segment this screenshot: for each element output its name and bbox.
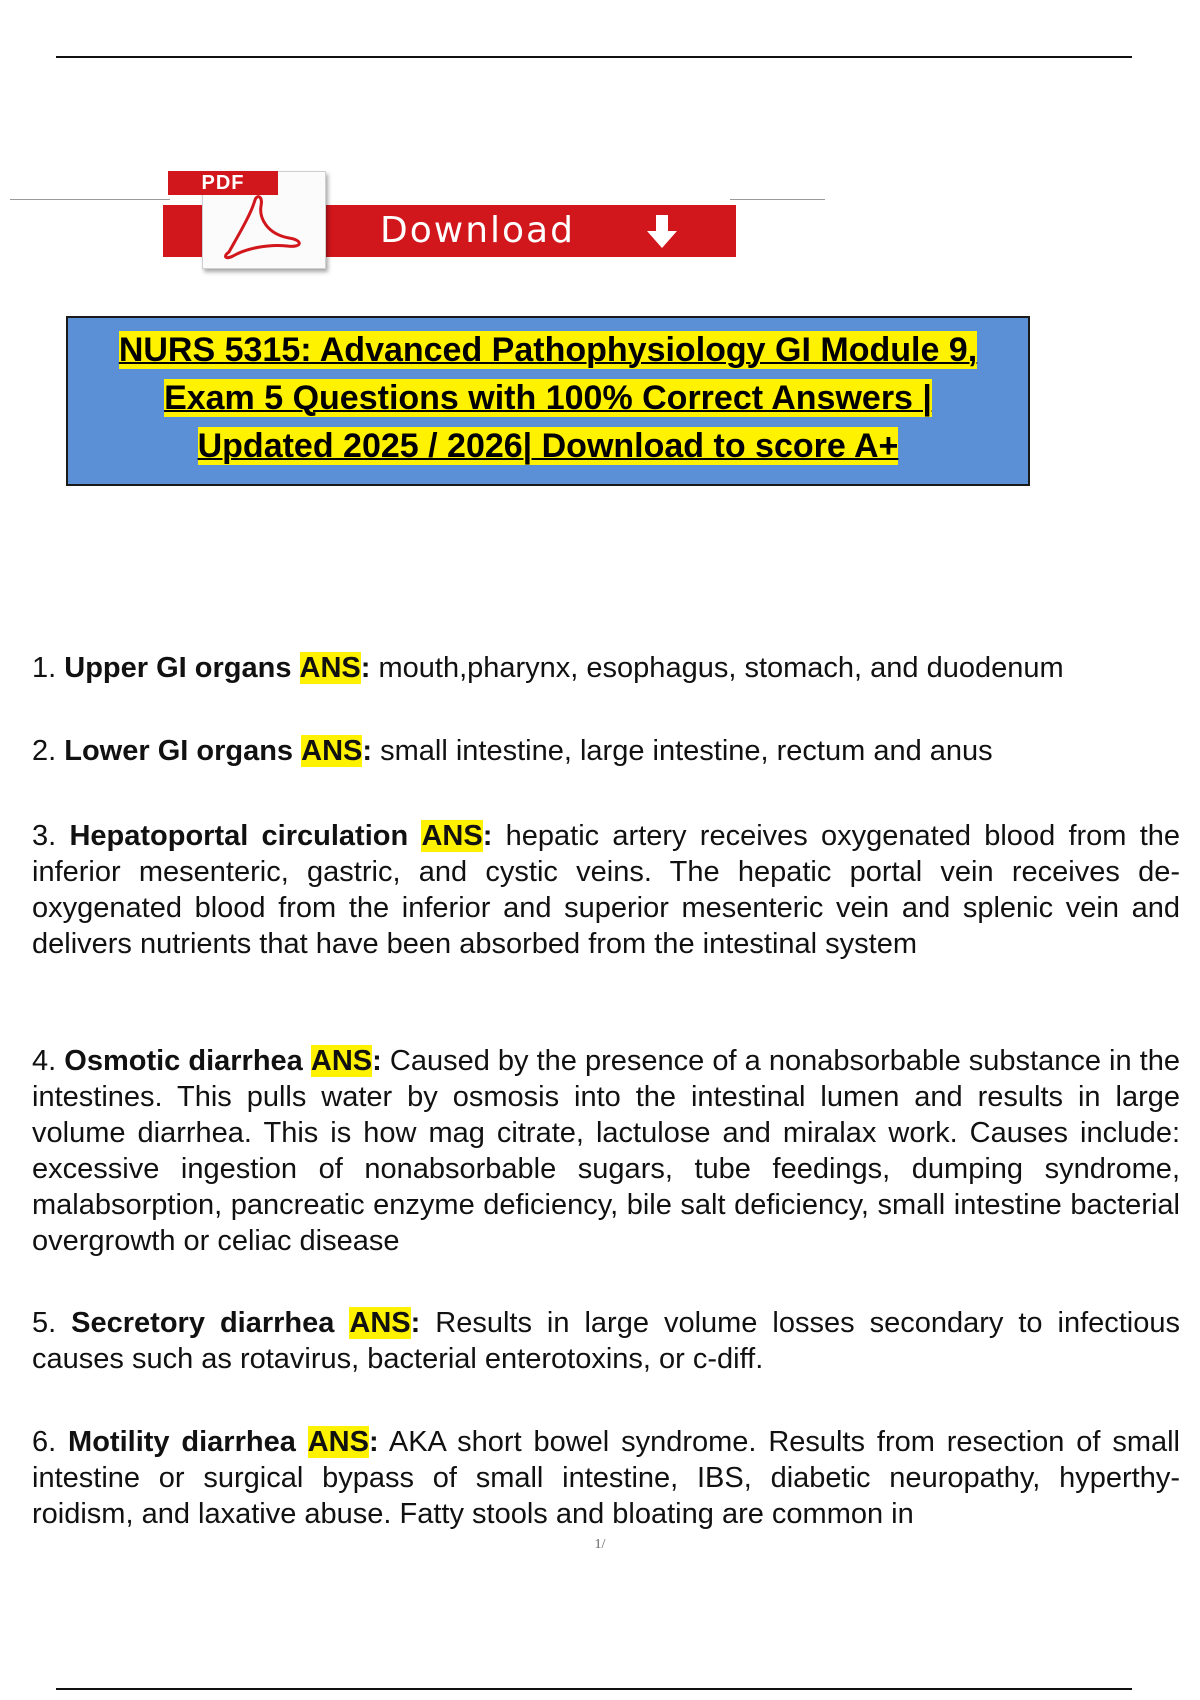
answer-text: Caused by the presence of a nonabsorbable substance in the intestines. This pulls water by osmosis into the intestinal lumen and results in large volume diarrhea. This is how mag citrate, lactulose and miralax work. Causes include: excessive ingestion of nonabsorbable sugars, tube feedings, dumping syndrome, malabsorption, pancreatic enzyme deficiency, bile salt deficiency, small intestine bacterial overgrowth or celiac disease xyxy=(32,1045,1180,1257)
question-item-2: 2. Lower GI organs ANS: small intestine, large intestine, rectum and anus xyxy=(32,735,993,767)
bottom-rule xyxy=(56,1688,1132,1690)
question-item-5: 5. Secretory diarrhea ANS: Results in large volume losses secondary to infectious causes such as rotavirus, bacterial enterotoxins, or c-diff. xyxy=(32,1307,1181,1375)
answer-text: AKA short bowel syndrome. Results from resection of small intestine or surgical bypass of small intestine, IBS, diabetic neuropathy, hyperthy- roidism, and laxative abuse. Fatty stools and bloating are common in xyxy=(32,1426,1180,1530)
question-number: 2. xyxy=(32,735,57,767)
question-item-6: 6. Motility diarrhea ANS: AKA short bowel syndrome. Results from resection of small intestine or surgical bypass of small intestine, IBS, diabetic neuropathy, hyperthy- roidism, and laxative abuse. Fatty stools and bloating are common in xyxy=(32,1426,1180,1530)
acrobat-logo-icon xyxy=(217,194,307,260)
question-term: Osmotic diarrhea xyxy=(64,1045,303,1077)
question-number: 3. xyxy=(32,820,57,852)
answer-text: hepatic artery receives oxygenated blood from the inferior mesenteric, gastric, and cystic veins. The hepatic portal vein receives de- oxygenated blood from the inferior and superior mesenteric vein and splenic vein and delivers nutrients that have been absorbed from the intestinal system xyxy=(32,820,1181,960)
pdf-download-banner[interactable] xyxy=(10,165,825,270)
banner-line-right xyxy=(730,199,825,200)
answer-text: mouth,pharynx, esophagus, stomach, and duodenum xyxy=(378,652,1064,684)
ans-label: ANS xyxy=(310,1045,373,1077)
question-term: Secretory diarrhea xyxy=(71,1307,335,1339)
question-number: 5. xyxy=(32,1307,57,1339)
ans-label: ANS xyxy=(301,735,363,767)
answer-text: small intestine, large intestine, rectum and anus xyxy=(380,735,993,767)
question-item-3: 3. Hepatoportal circulation ANS: hepatic artery receives oxygenated blood from the inferior mesenteric, gastric, and cystic veins. The hepatic portal vein receives de- oxygenated blood from the inferior and superior mesenteric vein and splenic vein and delivers nutrients that have been absorbed from the intestinal system xyxy=(32,820,1181,960)
banner-line-left xyxy=(10,199,170,200)
document-title-box xyxy=(66,316,1030,486)
title-line-2: Exam 5 Questions with 100% Correct Answers | xyxy=(164,379,932,417)
download-label[interactable]: Download xyxy=(380,210,575,251)
download-arrow-icon xyxy=(646,215,678,249)
title-line-1: NURS 5315: Advanced Pathophysiology GI Module 9, xyxy=(118,331,978,369)
question-number: 6. xyxy=(32,1426,57,1458)
question-term: Lower GI organs xyxy=(64,735,294,767)
ans-label: ANS xyxy=(299,652,361,684)
page-number: 1/ xyxy=(594,1537,606,1552)
question-term: Upper GI organs xyxy=(64,652,292,684)
title-line-3: Updated 2025 / 2026| Download to score A+ xyxy=(197,427,899,465)
question-term: Hepatoportal circulation xyxy=(69,820,409,852)
ans-label: ANS xyxy=(307,1426,369,1458)
question-item-1: 1. Upper GI organs ANS: mouth,pharynx, esophagus, stomach, and duodenum xyxy=(32,652,1064,684)
ans-label: ANS xyxy=(349,1307,411,1339)
answer-text: Results in large volume losses secondary to infectious causes such as rotavirus, bacterial enterotoxins, or c-diff. xyxy=(32,1307,1181,1375)
question-item-4: 4. Osmotic diarrhea ANS: Caused by the presence of a nonabsorbable substance in the intestines. This pulls water by osmosis into the intestinal lumen and results in large volume diarrhea. This is how mag citrate, lactulose and miralax work. Causes include: excessive ingestion of nonabsorbable sugars, tube feedings, dumping syndrome, malabsorption, pancreatic enzyme deficiency, bile salt deficiency, small intestine bacterial overgrowth or celiac disease xyxy=(32,1045,1180,1257)
ans-label: ANS xyxy=(421,820,483,852)
top-rule xyxy=(56,56,1132,58)
question-number: 4. xyxy=(32,1045,57,1077)
question-number: 1. xyxy=(32,652,57,684)
pdf-label: PDF xyxy=(168,171,278,195)
question-term: Motility diarrhea xyxy=(68,1426,296,1458)
